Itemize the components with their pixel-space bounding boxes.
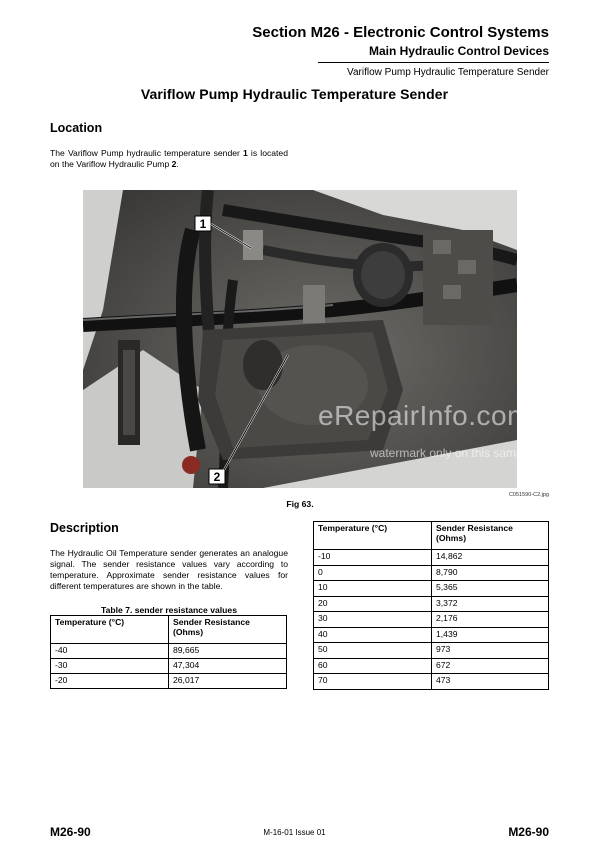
description-heading: Description <box>50 521 119 535</box>
table-header-row <box>51 616 287 644</box>
table-cell: 2,176 <box>432 612 549 628</box>
table-cell: 14,862 <box>432 550 549 566</box>
table-cell: 5,365 <box>432 581 549 597</box>
watermark-subtext: watermark only on this sample <box>370 446 533 460</box>
location-text: The Variflow Pump hydraulic temperature sender 1 is located on the Variflow Hydraulic Pump 2. <box>50 148 288 169</box>
page-title: Variflow Pump Hydraulic Temperature Sender <box>140 86 449 102</box>
sender-resistance-table-continued <box>313 521 549 690</box>
figure-caption: Fig 63. <box>286 499 314 509</box>
location-heading: Location <box>50 121 103 135</box>
figure-code: C051590-C2.jpg <box>508 492 549 498</box>
table-cell: 60 <box>314 658 432 674</box>
table-cell: 3,372 <box>432 596 549 612</box>
sender-resistance-table <box>50 615 287 689</box>
callout-label-1: 1 <box>199 217 207 231</box>
table-caption: Table 7. sender resistance values <box>101 605 237 615</box>
footer-page-number-right: M26-90 <box>508 825 549 839</box>
table-cell: -10 <box>314 550 432 566</box>
description-text: The Hydraulic Oil Temperature sender generates an analogue signal. The sender resistance values vary according to temperature. Approximate sender resistance values for different temperatures are shown in the table. <box>50 548 288 591</box>
table-cell: 1,439 <box>432 627 549 643</box>
table-row <box>314 596 549 612</box>
table-cell: -20 <box>51 674 169 689</box>
table-cell: 0 <box>314 565 432 581</box>
table-cell: 672 <box>432 658 549 674</box>
table-cell: 26,017 <box>169 674 287 689</box>
table-row <box>314 612 549 628</box>
table-header-row <box>314 522 549 550</box>
table-cell: 30 <box>314 612 432 628</box>
table-row <box>51 659 287 674</box>
table-row <box>314 627 549 643</box>
table-row <box>314 565 549 581</box>
footer-page-number-left: M26-90 <box>50 825 91 839</box>
table-row <box>314 658 549 674</box>
table-cell: 473 <box>432 674 549 690</box>
table-row <box>314 581 549 597</box>
watermark-text: eRepairInfo.com <box>318 400 531 431</box>
table-header-temperature: Temperature (°C) <box>314 522 432 550</box>
table-header-resistance: Sender Resistance (Ohms) <box>432 522 549 550</box>
table-cell: 89,665 <box>169 644 287 659</box>
table-header-temperature: Temperature (°C) <box>51 616 169 644</box>
pump-photo <box>83 190 517 488</box>
table-cell: 20 <box>314 596 432 612</box>
topic-title: Variflow Pump Hydraulic Temperature Sender <box>347 67 549 78</box>
table-row <box>314 643 549 659</box>
table-cell: 70 <box>314 674 432 690</box>
table-cell: 40 <box>314 627 432 643</box>
table-row <box>51 644 287 659</box>
table-row <box>314 674 549 690</box>
table-cell: -30 <box>51 659 169 674</box>
table-cell: 8,790 <box>432 565 549 581</box>
footer-issue: M-16-01 Issue 01 <box>263 828 326 837</box>
table-header-resistance: Sender Resistance (Ohms) <box>169 616 287 644</box>
table-cell: 50 <box>314 643 432 659</box>
table-cell: 47,304 <box>169 659 287 674</box>
table-cell: -40 <box>51 644 169 659</box>
header-rule <box>318 62 549 63</box>
table-row <box>51 674 287 689</box>
callout-label-2: 2 <box>213 470 221 484</box>
subsection-title: Main Hydraulic Control Devices <box>368 44 549 58</box>
table-row <box>314 550 549 566</box>
section-title: Section M26 - Electronic Control Systems <box>252 24 549 41</box>
table-cell: 10 <box>314 581 432 597</box>
table-cell: 973 <box>432 643 549 659</box>
pump-photo-illustration <box>83 190 517 488</box>
